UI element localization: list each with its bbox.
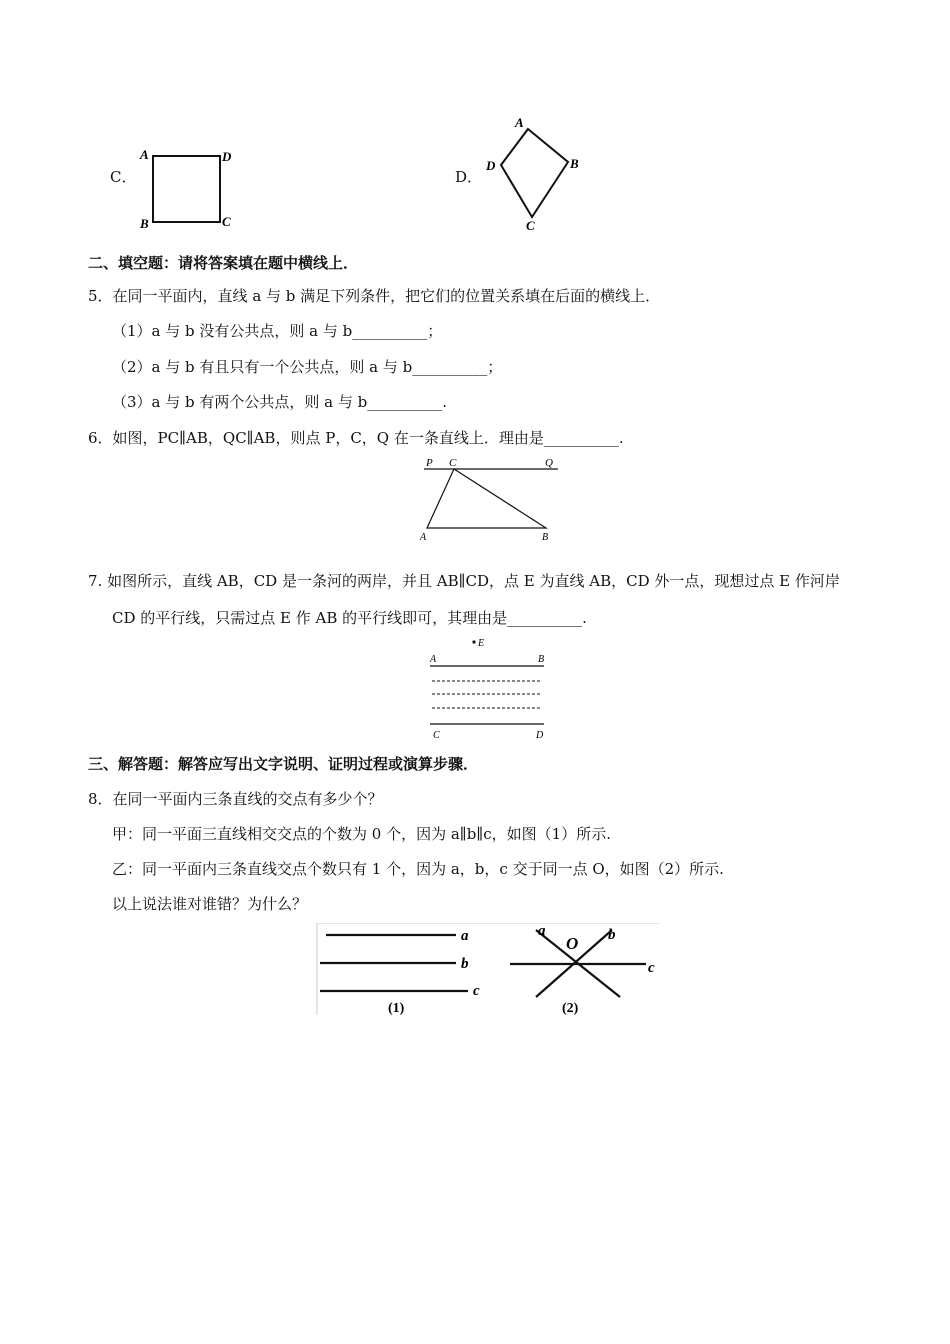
vertex-label-d: D [486,158,496,173]
point-label-b: B [538,654,545,665]
q8-lines-figure [316,923,662,1017]
fig1-label-a: a [461,928,469,944]
point-label-b: B [542,532,549,542]
fig1-label-c: c [473,983,480,999]
q7-line-1: 7. 如图所示，直线 AB，CD 是一条河的两岸，并且 AB∥CD，点 E 为直线 AB，CD 外一点，现想过点 E 作河岸 [88,572,840,590]
point-e [472,640,475,643]
q5-part-3: （3）a 与 b 有两个公共点，则 a 与 b__________. [112,393,448,411]
q5-part-1: （1）a 与 b 没有公共点，则 a 与 b__________； [112,322,443,340]
q6-stem: 6．如图，PC∥AB，QC∥AB，则点 P，C，Q 在一条直线上．理由是__________. [88,429,624,447]
vertex-label-c: C [526,218,535,233]
option-d-label: D． [455,168,483,186]
fig2-label-o: O [566,934,579,953]
vertex-label-a: A [140,147,149,162]
point-label-a: A [420,532,427,542]
section-2-heading: 二、填空题：请将答案填在题中横线上． [88,254,359,272]
q8-yi: 乙：同一平面内三条直线交点个数只有 1 个，因为 a，b，c 交于同一点 O，如图（2）所示. [112,860,724,878]
fig1-label-b: b [461,956,469,972]
vertex-label-d: D [222,149,232,164]
option-c-label: C． [110,168,137,186]
kite-shape [501,129,568,217]
section-3-heading: 三、解答题：解答应写出文字说明、证明过程或演算步骤． [88,755,479,773]
point-label-e: E [478,638,485,649]
point-label-c: C [433,730,440,741]
point-label-d: D [536,730,544,741]
q6-triangle-figure [418,454,566,542]
q8-question: 以上说法谁对谁错？为什么？ [112,895,308,913]
vertex-label-c: C [222,214,231,229]
fig2-label-b: b [608,927,616,943]
vertex-label-a: A [515,115,524,130]
point-label-a: A [430,654,437,665]
q5-part-2: （2）a 与 b 有且只有一个公共点，则 a 与 b__________； [112,358,503,376]
q8-jia: 甲：同一平面三直线相交交点的个数为 0 个，因为 a∥b∥c，如图（1）所示. [112,825,611,843]
q8-stem: 8．在同一平面内三条直线的交点有多少个？ [88,790,383,808]
point-label-c: C [449,457,457,469]
option-d-kite-figure [480,112,590,234]
fig2-label-c: c [648,960,655,976]
q5-stem: 5．在同一平面内，直线 a 与 b 满足下列条件，把它们的位置关系填在后面的横线上． [88,287,661,305]
triangle-abc [427,469,546,528]
fig2-label-a: a [538,923,546,939]
q7-river-figure [424,636,554,742]
option-c-square-figure [138,146,238,232]
point-label-q: Q [545,457,553,469]
point-label-p: P [426,457,433,469]
vertex-label-b: B [570,156,579,171]
fig2-caption: (2) [562,1001,579,1016]
square-shape [153,156,220,222]
q7-line-2: CD 的平行线，只需过点 E 作 AB 的平行线即可，其理由是__________. [112,609,587,627]
vertex-label-b: B [140,216,149,231]
fig1-caption: (1) [388,1001,405,1016]
